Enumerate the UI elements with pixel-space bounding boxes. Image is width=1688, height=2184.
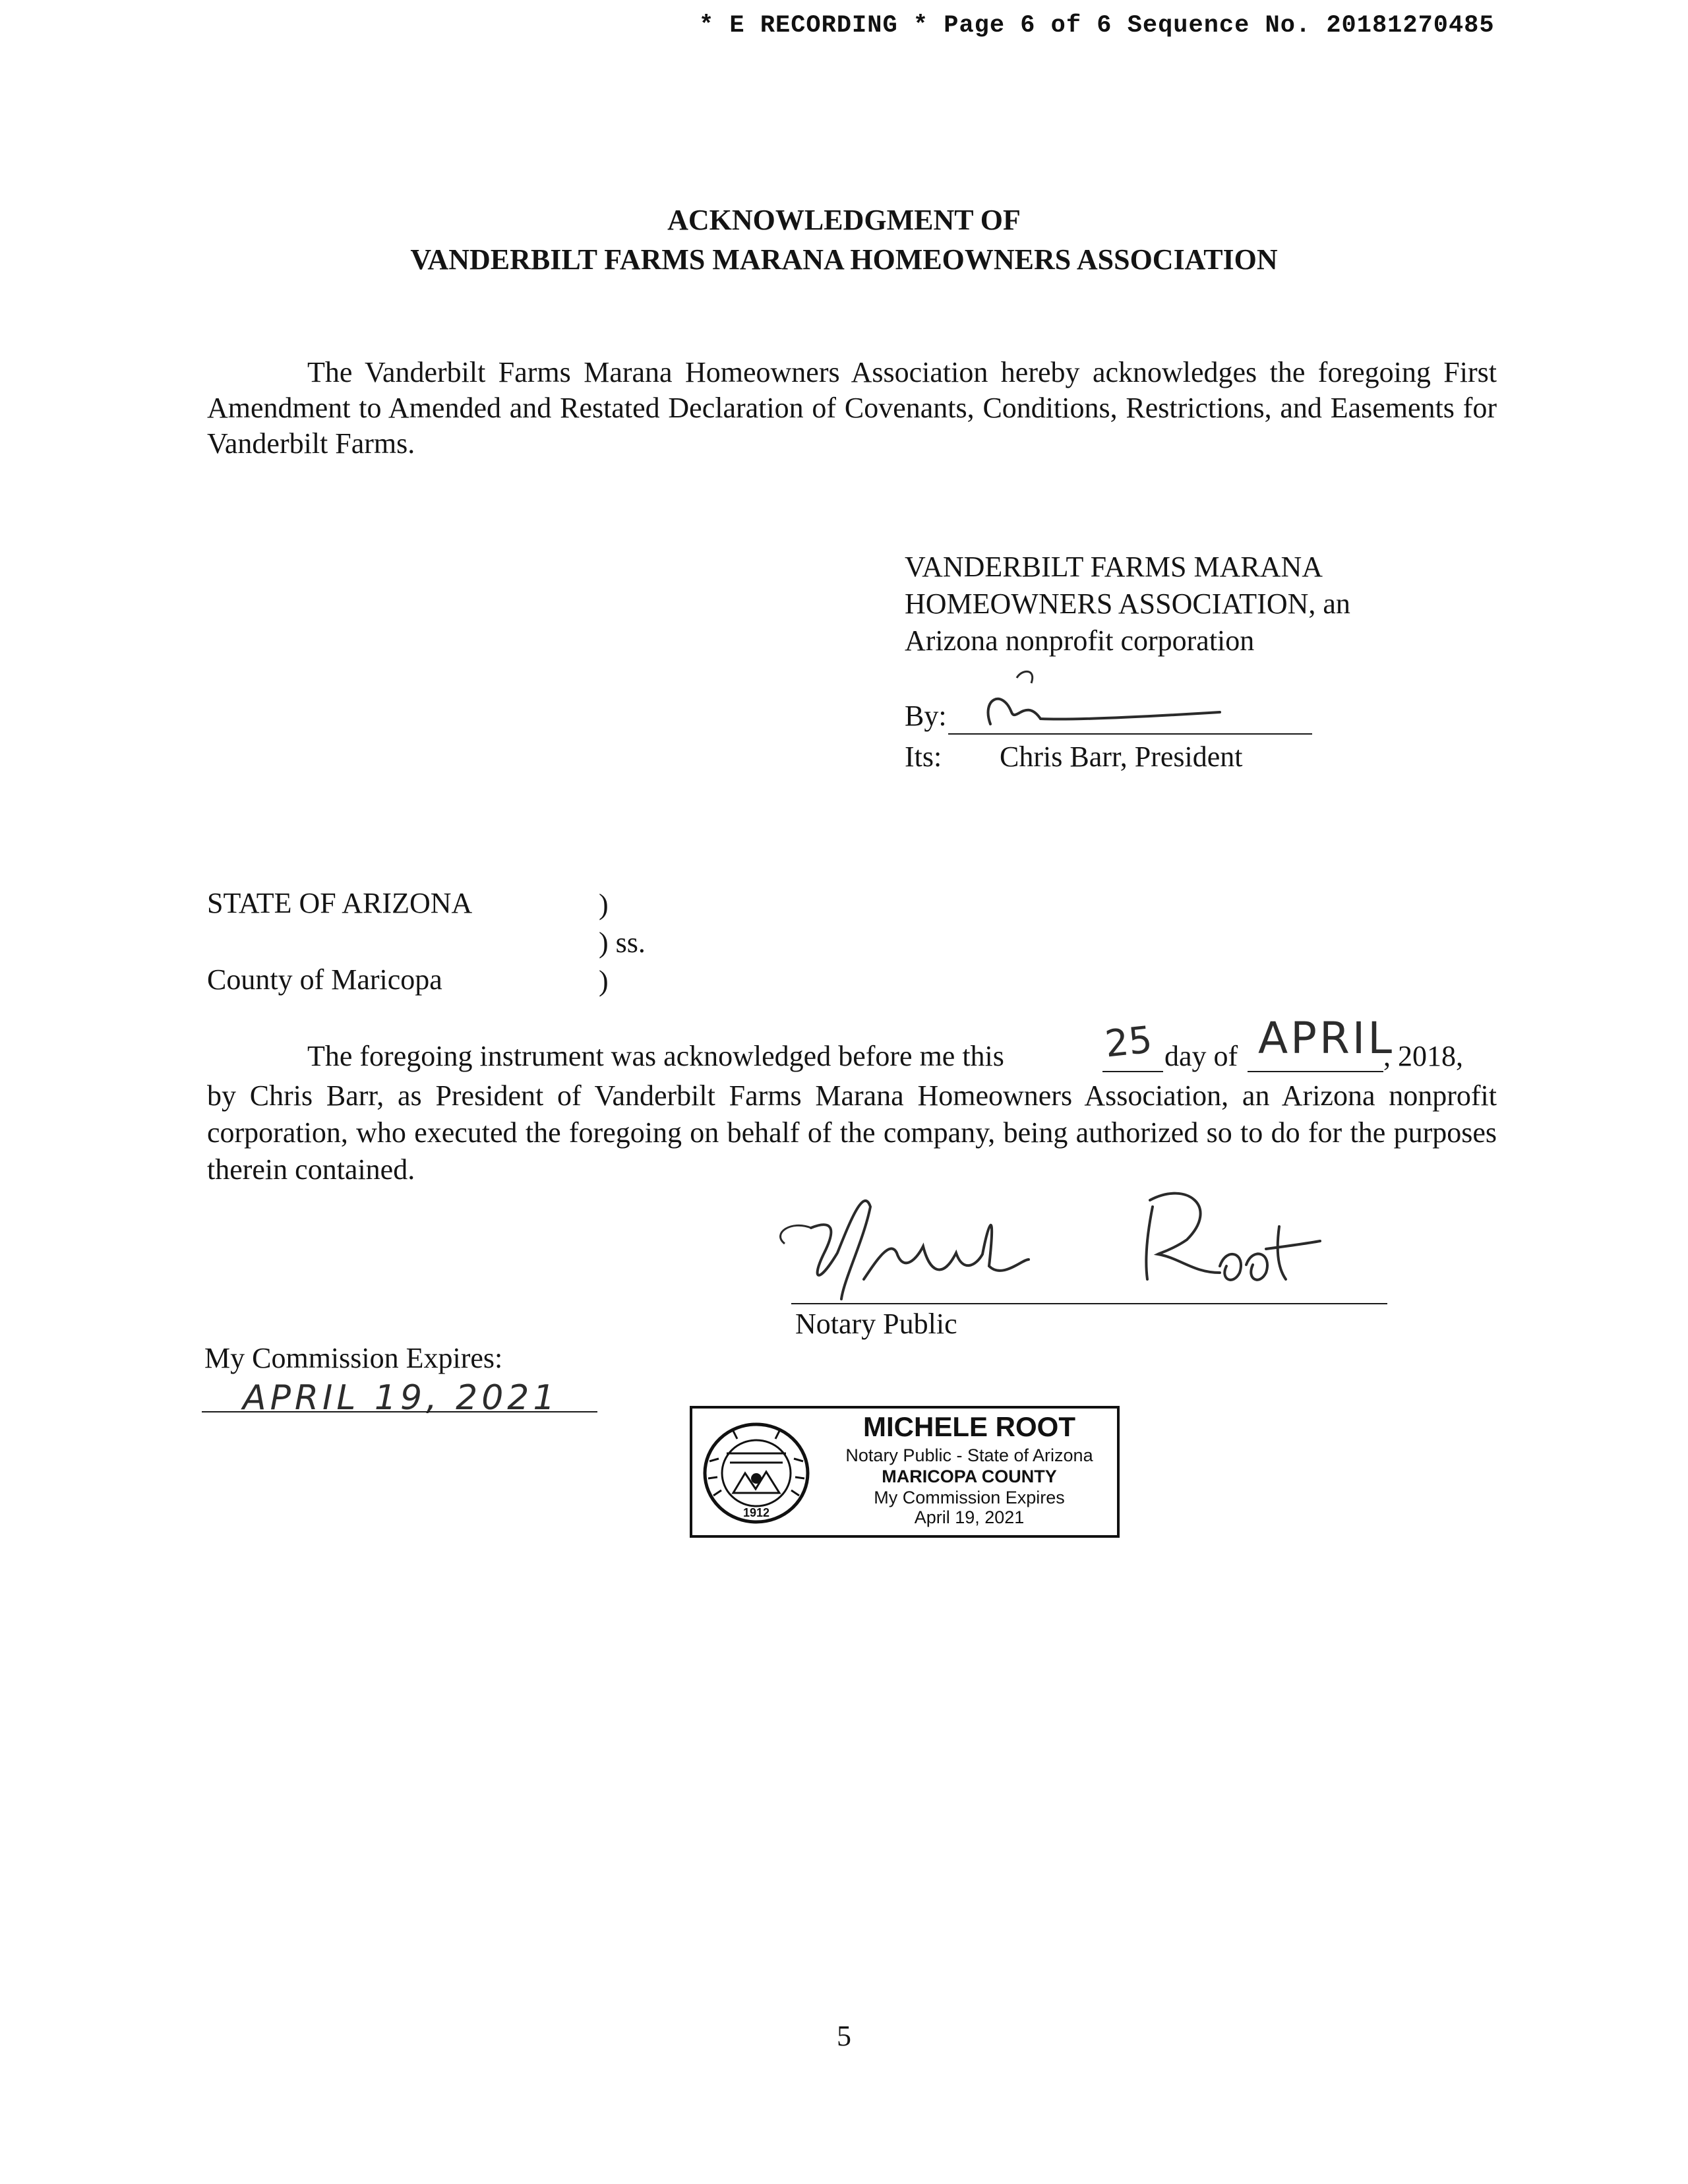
handwritten-day: 25 [1102,1018,1155,1066]
entity-name-line-1: VANDERBILT FARMS MARANA [905,551,1323,583]
title-line-1: ACKNOWLEDGMENT OF [667,204,1021,236]
acknowledgment-text-2: day of [1164,1040,1238,1072]
entity-name-line-2: HOMEOWNERS ASSOCIATION, an [905,588,1350,620]
acknowledgment-continuation: by Chris Barr, as President of Vanderbilt Farms Marana Homeowners Association, an Arizona nonprofit corporation, who executed the foregoing on behalf of the company, being authorized so to do for the purposes therein contained. [207,1079,1497,1186]
venue-paren-ss: ) ss. [599,926,646,959]
venue-county: County of Maricopa [207,963,442,996]
notary-public-label: Notary Public [795,1308,957,1340]
recording-header: * E RECORDING * Page 6 of 6 Sequence No. 20181270485 [699,12,1495,40]
state-seal-icon [700,1420,812,1526]
page-number: 5 [837,2020,851,2052]
title-line-2: VANDERBILT FARMS MARANA HOMEOWNERS ASSOCIATION [410,243,1278,276]
acknowledgment-text-3: , 2018, [1383,1040,1463,1072]
its-value: Chris Barr, President [1000,741,1243,773]
venue-state: STATE OF ARIZONA [207,887,473,919]
handwritten-commission-date: APRIL 19, 2021 [243,1378,559,1418]
stamp-line-1: Notary Public - State of Arizona [845,1445,1093,1465]
stamp-line-4: April 19, 2021 [914,1507,1025,1527]
intro-paragraph: The Vanderbilt Farms Marana Homeowners Association hereby acknowledges the foregoing First Amendment to Amended and Restated Declaration of Covenants, Conditions, Restrictions, and Easements for Vanderbilt Farms. [207,356,1497,460]
acknowledgment-text-1: The foregoing instrument was acknowledged before me this [307,1040,1004,1072]
commission-label: My Commission Expires: [204,1342,503,1374]
notary-signature [765,1180,1332,1306]
notary-signature-line [791,1303,1387,1304]
venue-paren-1: ) [599,888,609,921]
day-blank-line [1102,1071,1163,1072]
handwritten-month: APRIL [1258,1013,1395,1064]
its-label: Its: [905,741,942,773]
president-signature [976,659,1253,739]
svg-text:1912: 1912 [742,1506,770,1519]
stamp-name: MICHELE ROOT [863,1411,1075,1442]
venue-paren-3: ) [599,965,609,997]
stamp-line-3: My Commission Expires [874,1488,1065,1507]
stamp-line-2: MARICOPA COUNTY [882,1467,1057,1486]
commission-line [202,1411,597,1412]
month-blank-line [1248,1071,1383,1072]
entity-name-line-3: Arizona nonprofit corporation [905,624,1255,657]
by-label: By: [905,700,947,732]
notary-stamp [690,1406,1120,1538]
